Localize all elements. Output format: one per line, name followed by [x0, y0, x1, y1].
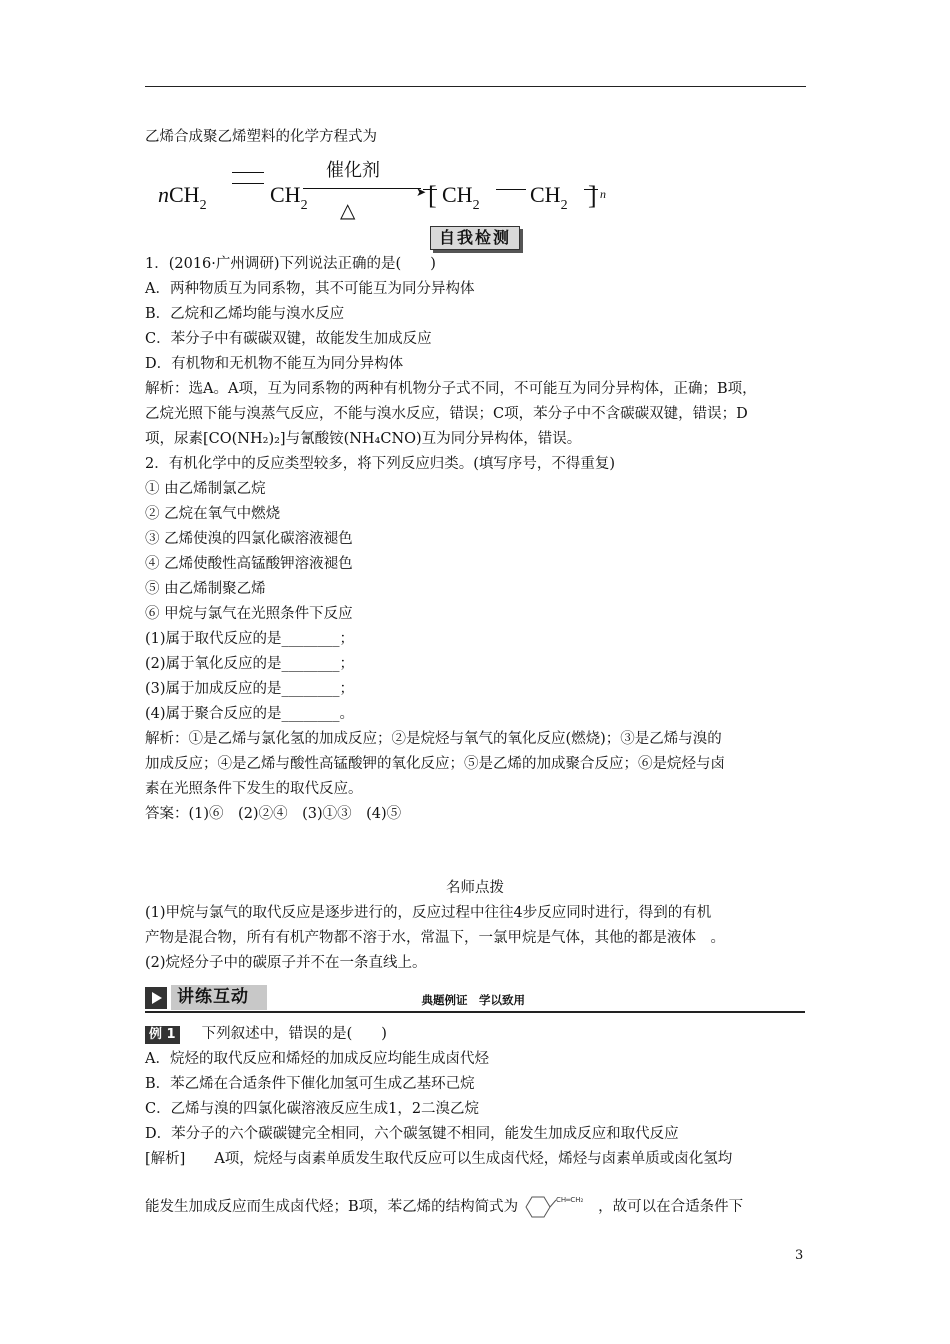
q1-option-c: C．苯分子中有碳碳双键，故能发生加成反应	[145, 331, 432, 347]
equation-reactant-2: $CH_2$	[270, 182, 308, 213]
example1-option-a: A．烷烃的取代反应和烯烃的加成反应均能生成卤代烃	[145, 1051, 489, 1067]
q2-analysis-line-1: 解析：①是乙烯与氯化氢的加成反应；②是烷烃与氧气的氧化反应(燃烧)；③是乙烯与溴的	[145, 731, 722, 747]
banner-subtitle: 典题例证 学以致用	[421, 993, 525, 1007]
q1-analysis-line-1: 解析：选A。A项，互为同系物的两种有机物分子式不同，不可能互为同分异构体，正确；B项，	[145, 381, 757, 397]
single-bond	[496, 189, 526, 190]
q2-item: ② 乙烷在氧气中燃烧	[145, 506, 281, 522]
q1-analysis-line-2: 乙烷光照下能与溴蒸气反应，不能与溴水反应，错误；C项，苯分子中不含碳碳双键，错误；D	[145, 406, 748, 422]
q1-stem: 1．(2016·广州调研)下列说法正确的是( )	[145, 256, 436, 272]
q2-item: ③ 乙烯使溴的四氯化碳溶液褪色	[145, 531, 353, 547]
polymer-n: n	[600, 187, 606, 201]
q1-option-a: A．两种物质互为同系物，其不可能互为同分异构体	[145, 281, 475, 297]
product-unit-1: $CH_2$	[442, 182, 480, 213]
example1-option-c: C．乙烯与溴的四氯化碳溶液反应生成1，2二溴乙烷	[145, 1101, 480, 1117]
reaction-arrow	[303, 188, 421, 189]
polymerization-equation	[158, 160, 606, 222]
banner-title: 讲练互动	[171, 985, 267, 1010]
arrow-head-icon: ➤	[416, 185, 427, 199]
q2-item: ④ 乙烯使酸性高锰酸钾溶液褪色	[145, 556, 353, 572]
q1-option-b: B．乙烷和乙烯均能与溴水反应	[145, 306, 345, 322]
section-self-check: 自我检测	[430, 226, 520, 250]
heat-symbol: △	[340, 200, 356, 222]
tips-line-1: (1)甲烷与氯气的取代反应是逐步进行的，反应过程中往往4步反应同时进行，得到的有机	[145, 905, 712, 921]
q1-analysis-line-3: 项，尿素[CO(NH₂)₂]与氰酸铵(NH₄CNO)互为同分异构体，错误。	[145, 431, 582, 447]
q2-analysis-line-3: 素在光照条件下发生的取代反应。	[145, 781, 363, 797]
example1-analysis-line-2	[145, 1192, 743, 1222]
analysis-text: ，故可以在合适条件下	[598, 1199, 744, 1215]
double-bond	[232, 172, 264, 184]
q2-blank: (2)属于氧化反应的是________；	[145, 656, 355, 672]
header-rule	[145, 86, 806, 87]
analysis-text: 能发生加成反应而生成卤代烃；B项，苯乙烯的结构简式为	[145, 1199, 519, 1215]
page-number: 3	[795, 1248, 804, 1263]
example-tag: 例 1	[145, 1026, 180, 1044]
tips-line-3: (2)烷烃分子中的碳原子并不在一条直线上。	[145, 955, 427, 971]
tips-title: 名师点拨	[446, 880, 504, 896]
example1-stem: 下列叙述中，错误的是( )	[201, 1026, 387, 1042]
section-banner	[145, 985, 805, 1013]
q2-item: ⑤ 由乙烯制聚乙烯	[145, 581, 266, 597]
styrene-structure-icon	[518, 1192, 598, 1222]
bond-left	[423, 189, 437, 190]
q2-stem: 2．有机化学中的反应类型较多，将下列反应归类。(填写序号，不得重复)	[145, 456, 616, 472]
product-unit-2: $CH_2$	[530, 182, 568, 213]
bond-right	[584, 189, 598, 190]
q2-blank: (3)属于加成反应的是________；	[145, 681, 355, 697]
play-triangle-icon	[145, 987, 167, 1009]
bracket-left: [	[428, 181, 437, 210]
styrene-label: CH═CH₂	[556, 1196, 584, 1204]
example1-option-b: B．苯乙烯在合适条件下催化加氢可生成乙基环己烷	[145, 1076, 475, 1092]
catalyst-label: 催化剂	[326, 160, 380, 181]
tips-line-2: 产物是混合物，所有有机产物都不溶于水，常温下，一氯甲烷是气体，其他的都是液体 。	[145, 930, 725, 946]
q2-blank: (4)属于聚合反应的是________。	[145, 706, 355, 722]
example1-stem-line	[145, 1022, 387, 1047]
example1-option-d: D．苯分子的六个碳碳键完全相同，六个碳氢键不相同，能发生加成反应和取代反应	[145, 1126, 679, 1142]
bracket-right: ]	[588, 181, 597, 210]
equation-reactant: nCH$_2$	[158, 182, 207, 213]
example1-analysis-line-1: [解析] A项，烷烃与卤素单质发生取代反应可以生成卤代烃，烯烃与卤素单质或卤化氢均	[145, 1151, 733, 1167]
intro-text: 乙烯合成聚乙烯塑料的化学方程式为	[145, 129, 377, 145]
q2-item: ① 由乙烯制氯乙烷	[145, 481, 266, 497]
q2-analysis-line-2: 加成反应；④是乙烯与酸性高锰酸钾的氧化反应；⑤是乙烯的加成聚合反应；⑥是烷烃与卤	[145, 756, 725, 772]
q2-item: ⑥ 甲烷与氯气在光照条件下反应	[145, 606, 353, 622]
q2-answer: 答案：(1)⑥ (2)②④ (3)①③ (4)⑤	[145, 806, 402, 822]
q1-option-d: D．有机物和无机物不能互为同分异构体	[145, 356, 404, 372]
q2-blank: (1)属于取代反应的是________；	[145, 631, 355, 647]
